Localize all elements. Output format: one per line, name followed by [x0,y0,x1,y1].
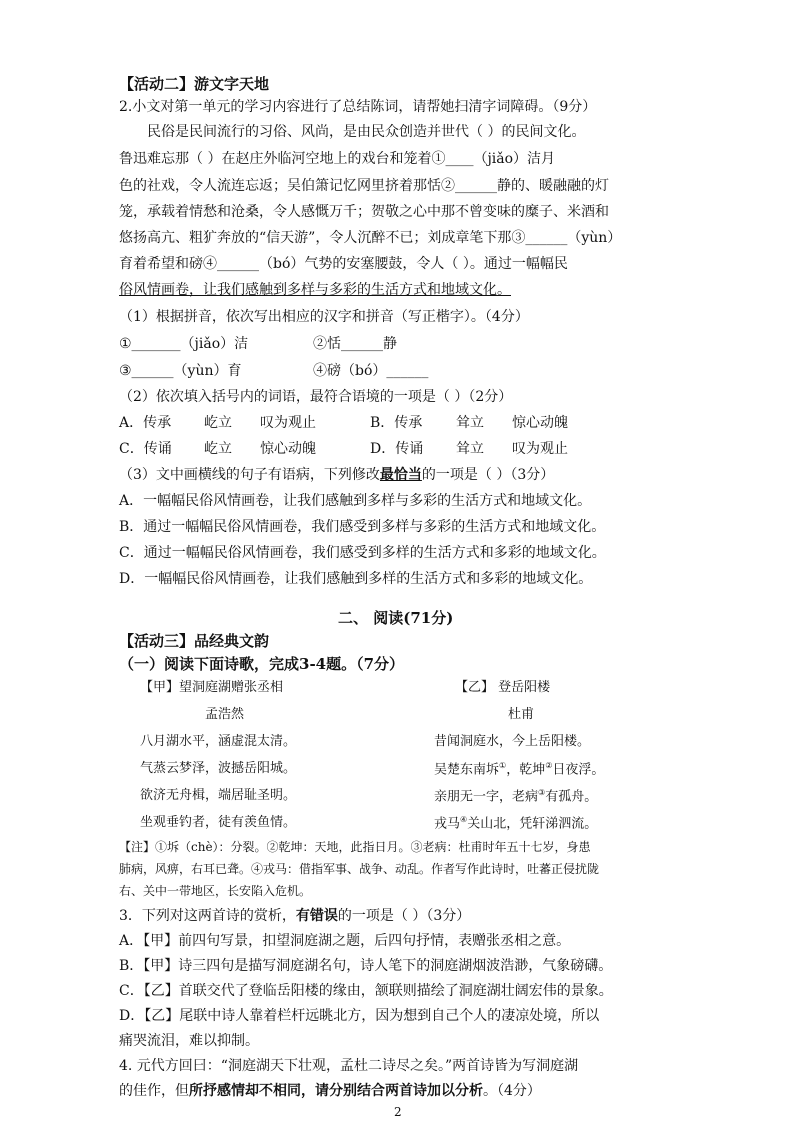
sub-question-3: （3）文中画横线的句子有语病，下列修改最恰当的一项是（ ）（3分） [119,467,555,483]
sub2-option-b-word2: 耸立 [456,415,484,431]
sub3-option-b: B．通过一幅幅民俗风情画卷，我们感受到多样与多彩的生活方式和地域文化。 [119,519,606,535]
sub3-option-a: A．一幅幅民俗风情画卷，让我们感触到多样与多彩的生活方式和地域文化。 [119,493,592,509]
sub-question-1: （1）根据拼音，依次写出相应的汉字和拼音（写正楷字）。（4分） [119,309,529,325]
q3-option-a: A．【甲】前四句写景，扣望洞庭湖之题，后四句抒情，表赠张丞相之意。 [119,933,571,949]
q3-option-b: B．【甲】诗三四句是描写洞庭湖名句，诗人笔下的洞庭湖烟波浩渺，气象磅礴。 [119,958,613,974]
page-number: 2 [394,1105,402,1119]
q3-option-d: D．【乙】尾联中诗人靠着栏杆远眺北方，因为想到自己个人的凄凉处境，所以 [119,1008,600,1024]
sub2-option-c-word3: 惊心动魄 [260,441,316,457]
question-2-stem: 2.小文对第一单元的学习内容进行了总结陈词，请帮她扫清字词障碍。（9分） [119,99,597,115]
note-line: 肺病，风痹，右耳已聋。④戎马：借指军事、战争、动乱。作者写作此诗时，吐蕃正侵扰陇 [119,862,600,876]
sub-question-2: （2）依次填入括号内的词语，最符合语境的一项是（ ）（2分） [119,389,513,405]
q4-emphasis: 所抒感情却不相同，请分别结合两首诗加以分析 [189,1083,483,1099]
part1-header: （一）阅读下面诗歌，完成3-4题。（7分） [119,655,405,673]
sub2-option-c: C．传诵 [119,441,172,457]
sub2-option-a: A．传承 [119,415,172,431]
sub2-option-a-word3: 叹为观止 [260,415,316,431]
section-title: 二、 阅读(71分) [338,609,454,627]
poem-jia-line: 坐观垂钓者，徒有羡鱼情。 [140,815,297,830]
note-line: 【注】①坼（chè）：分裂。②乾坤：天地，此指日月。③老病：杜甫时年五十七岁，身患 [119,840,591,854]
q3-emphasis: 有错误 [295,908,338,924]
sub3-option-d: D．一幅幅民俗风情画卷，让我们感触到多样的生活方式和多彩的地域文化。 [119,571,593,587]
poem-yi-line: 吴楚东南坼①，乾坤②日夜浮。 [434,761,605,778]
question-4-line2: 的佳作，但所抒感情却不相同，请分别结合两首诗加以分析。（4分） [119,1083,541,1099]
sub2-option-b: B．传承 [370,415,423,431]
sub2-option-a-word2: 屹立 [204,415,232,431]
passage-line: 民俗是民间流行的习俗、风尚，是由民众创造并世代（ ）的民间文化。 [147,124,586,140]
passage-line: 悠扬高亢、粗犷奔放的“信天游”，令人沉醉不已；刘成章笔下那③______（yùn） [119,230,622,246]
poem-jia-line: 气蒸云梦泽，波撼岳阳城。 [140,761,297,776]
sub2-option-d: D．传诵 [370,441,424,457]
sub1-answer-4: ④磅（bó）______ [313,363,429,379]
sub2-option-d-word2: 耸立 [456,441,484,457]
q3-option-d-cont: 痛哭流泪，难以抑制。 [119,1033,259,1049]
poem-yi-title: 【乙】 登岳阳楼 [455,680,551,695]
passage-line: 笼，承载着情愁和沧桑，令人感慨万千；贺敬之心中那不曾变味的糜子、米酒和 [119,204,609,220]
question-4-line1: 4. 元代方回曰：“洞庭湖天下壮观，孟杜二诗尽之矣。”两首诗皆为写洞庭湖 [119,1058,579,1074]
passage-underlined-sentence: 俗风情画卷，让我们感触到多样与多彩的生活方式和地域文化。 [119,282,511,298]
sub1-answer-2: ②恬______静 [313,336,397,352]
question-3-stem: 3．下列对这两首诗的赏析，有错误的一项是（ ）（3分） [119,908,471,924]
poem-jia-title: 【甲】望洞庭湖赠张丞相 [140,680,284,695]
sub2-option-b-word3: 惊心动魄 [512,415,568,431]
poem-yi-line: 昔闻洞庭水，今上岳阳楼。 [434,734,591,749]
sub3-emphasis: 最恰当 [379,467,422,483]
poem-yi-line: 戎马④关山北，凭轩涕泗流。 [434,815,598,832]
activity2-header: 【活动二】游文字天地 [119,75,270,93]
passage-line: 鲁迅难忘那（ ）在赵庄外临河空地上的戏台和笼着①____（jiǎo）洁月 [119,151,556,167]
passage-line: 育着希望和磅④______（bó）气势的安塞腰鼓，令人（ ）。通过一幅幅民 [119,256,568,272]
poem-jia-author: 孟浩然 [205,707,245,722]
passage-line: 色的社戏，令人流连忘返；吴伯箫记忆网里挤着那恬②______静的、暖融融的灯 [119,178,609,194]
poem-yi-author: 杜甫 [508,707,535,722]
sub2-option-c-word2: 屹立 [204,441,232,457]
sub3-option-c: C．通过一幅幅民俗风情画卷，我们感受到多样的生活方式和多彩的地域文化。 [119,545,606,561]
sub1-answer-1: ①_______（jiǎo）洁 [119,336,249,352]
poem-jia-line: 欲济无舟楫，端居耻圣明。 [140,788,297,803]
sub2-option-d-word3: 叹为观止 [512,441,568,457]
note-line: 右、关中一带地区，长安陷入危机。 [119,884,312,898]
sub1-answer-3: ③______（yùn）育 [119,363,242,379]
poem-yi-line: 亲朋无一字，老病③有孤舟。 [434,788,598,805]
q3-option-c: C．【乙】首联交代了登临岳阳楼的缘由，颔联则描绘了洞庭湖壮阔宏伟的景象。 [119,983,613,999]
poem-jia-line: 八月湖水平，涵虚混太清。 [140,734,297,749]
activity3-header: 【活动三】品经典文韵 [119,632,270,650]
